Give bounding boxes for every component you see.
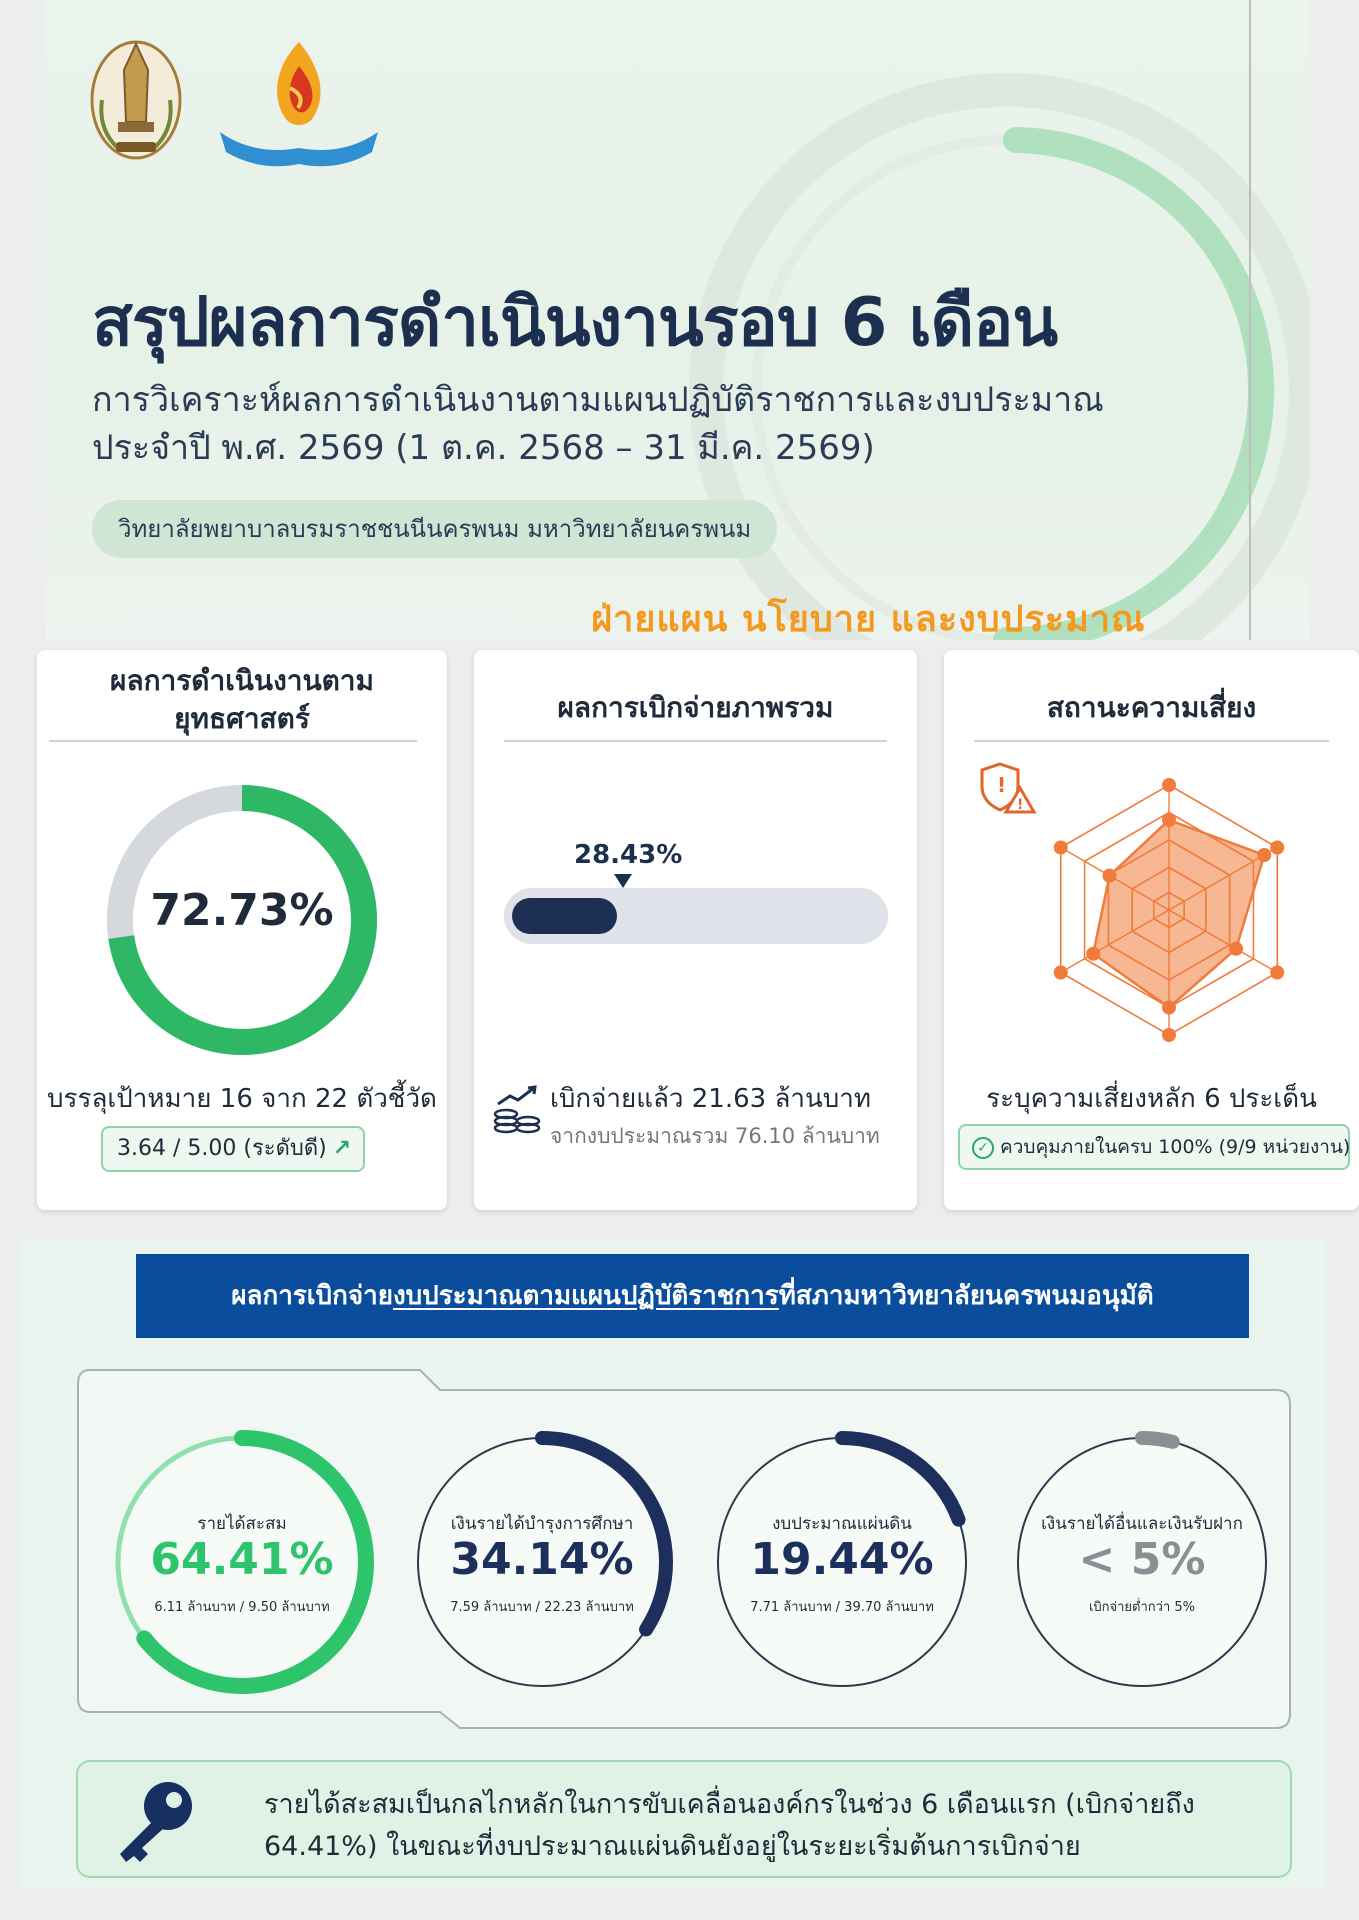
key-insight-box [76, 1760, 1292, 1878]
radar-axis-point [1270, 966, 1284, 980]
risk-count-text: ระบุความเสี่ยงหลัก 6 ประเด็น [986, 1084, 1317, 1114]
budget-gauge [104, 1424, 380, 1700]
strategy-performance-card [37, 650, 447, 1210]
svg-text:!: ! [997, 773, 1007, 797]
gauge-amount: 7.59 ล้านบาท / 22.23 ล้านบาท [450, 1600, 634, 1615]
coins-chart-icon [492, 1084, 542, 1138]
header-banner [46, 0, 1310, 640]
progress-marker-icon [614, 874, 632, 888]
radar-value-point [1162, 1001, 1176, 1015]
department-label: ฝ่ายแผน นโยบาย และงบประมาณ [591, 598, 1146, 640]
check-circle-icon: ✓ [972, 1137, 994, 1159]
gauge-percent: < 5% [1078, 1534, 1206, 1585]
university-flame-logo [214, 36, 384, 168]
disbursement-card [474, 650, 917, 1210]
trend-up-arrow-icon: ↗ [332, 1136, 352, 1161]
page-title: สรุปผลการดำเนินงานรอบ 6 เดือน [92, 283, 1058, 361]
radar-axis-point [1162, 1028, 1176, 1042]
gauge-amount: เบิกจ่ายต่ำกว่า 5% [1088, 1600, 1196, 1615]
total-budget: จากงบประมาณรวม 76.10 ล้านบาท [550, 1124, 880, 1148]
budget-disbursement-section [20, 1240, 1326, 1888]
radar-value-point [1257, 848, 1271, 862]
gauge-percent: 64.41% [150, 1534, 334, 1585]
gauge-title: เงินรายได้อื่นและเงินรับฝาก [1041, 1514, 1243, 1534]
gauge-title: งบประมาณแผ่นดิน [772, 1514, 912, 1534]
radar-value-point [1229, 942, 1243, 956]
gauge-title: รายได้สะสม [197, 1514, 287, 1534]
gauge-percent: 19.44% [750, 1534, 934, 1585]
radar-axis-point [1054, 966, 1068, 980]
strategy-score-badge [101, 1126, 365, 1172]
budget-gauge [704, 1424, 980, 1700]
section-banner: ผลการเบิกจ่ายงบประมาณตามแผนปฏิบัติราชการที่สภามหาวิทยาลัยนครพนมอนุมัติ [136, 1254, 1249, 1338]
strategy-percent: 72.73% [150, 885, 334, 936]
gauge-title: เงินรายได้บำรุงการศึกษา [450, 1514, 634, 1534]
gauge-amount: 7.71 ล้านบาท / 39.70 ล้านบาท [750, 1600, 934, 1615]
insight-text-line1: รายได้สะสมเป็นกลไกหลักในการขับเคลื่อนองค์กรในช่วง 6 เดือนแรก (เบิกจ่ายถึง [264, 1789, 1195, 1820]
radar-value-point [1162, 813, 1176, 827]
college-emblem-logo [88, 30, 184, 162]
control-status-text: ควบคุมภายในครบ 100% (9/9 หน่วยงาน) [1000, 1136, 1351, 1158]
radar-axis-point [1270, 841, 1284, 855]
card-divider [504, 740, 887, 742]
risk-status-card [944, 650, 1359, 1210]
organization-pill: วิทยาลัยพยาบาลบรมราชชนนีนครพนม มหาวิทยาลัยนครพนม [92, 500, 777, 558]
budget-gauge [404, 1424, 680, 1700]
key-icon [104, 1772, 204, 1872]
disbursement-percent: 28.43% [574, 840, 683, 870]
header-divider-line [1249, 0, 1251, 640]
strategy-target-text: บรรลุเป้าหมาย 16 จาก 22 ตัวชี้วัด [47, 1084, 437, 1114]
disbursed-amount: เบิกจ่ายแล้ว 21.63 ล้านบาท [550, 1084, 872, 1114]
insight-text-line2: 64.41%) ในขณะที่งบประมาณแผ่นดินยังอยู่ในระยะเริ่มต้นการเบิกจ่าย [264, 1831, 1081, 1862]
radar-axis-point [1054, 841, 1068, 855]
budget-gauge [1004, 1424, 1280, 1700]
radar-axis-point [1162, 778, 1176, 792]
gauge-percent: 34.14% [450, 1534, 634, 1585]
progress-fill [512, 898, 617, 934]
radar-value-point [1102, 869, 1116, 883]
internal-control-badge [958, 1124, 1350, 1170]
card-title: ผลการดำเนินงานตามยุทธศาสตร์ [110, 664, 374, 735]
card-divider [974, 740, 1329, 742]
gauge-amount: 6.11 ล้านบาท / 9.50 ล้านบาท [154, 1600, 330, 1615]
fiscal-period: ประจำปี พ.ศ. 2569 (1 ต.ค. 2568 – 31 มี.ค. 2569) [92, 428, 875, 468]
risk-radar-chart [1024, 765, 1314, 1055]
svg-text:!: ! [1017, 797, 1024, 813]
card-title: ผลการเบิกจ่ายภาพรวม [557, 691, 834, 724]
score-text: 3.64 / 5.00 (ระดับดี) [117, 1136, 327, 1161]
radar-value-point [1086, 947, 1100, 961]
card-divider [49, 740, 417, 742]
card-title: สถานะความเสี่ยง [1046, 691, 1257, 724]
page-subtitle: การวิเคราะห์ผลการดำเนินงานตามแผนปฏิบัติราชการและงบประมาณ [92, 380, 1104, 420]
